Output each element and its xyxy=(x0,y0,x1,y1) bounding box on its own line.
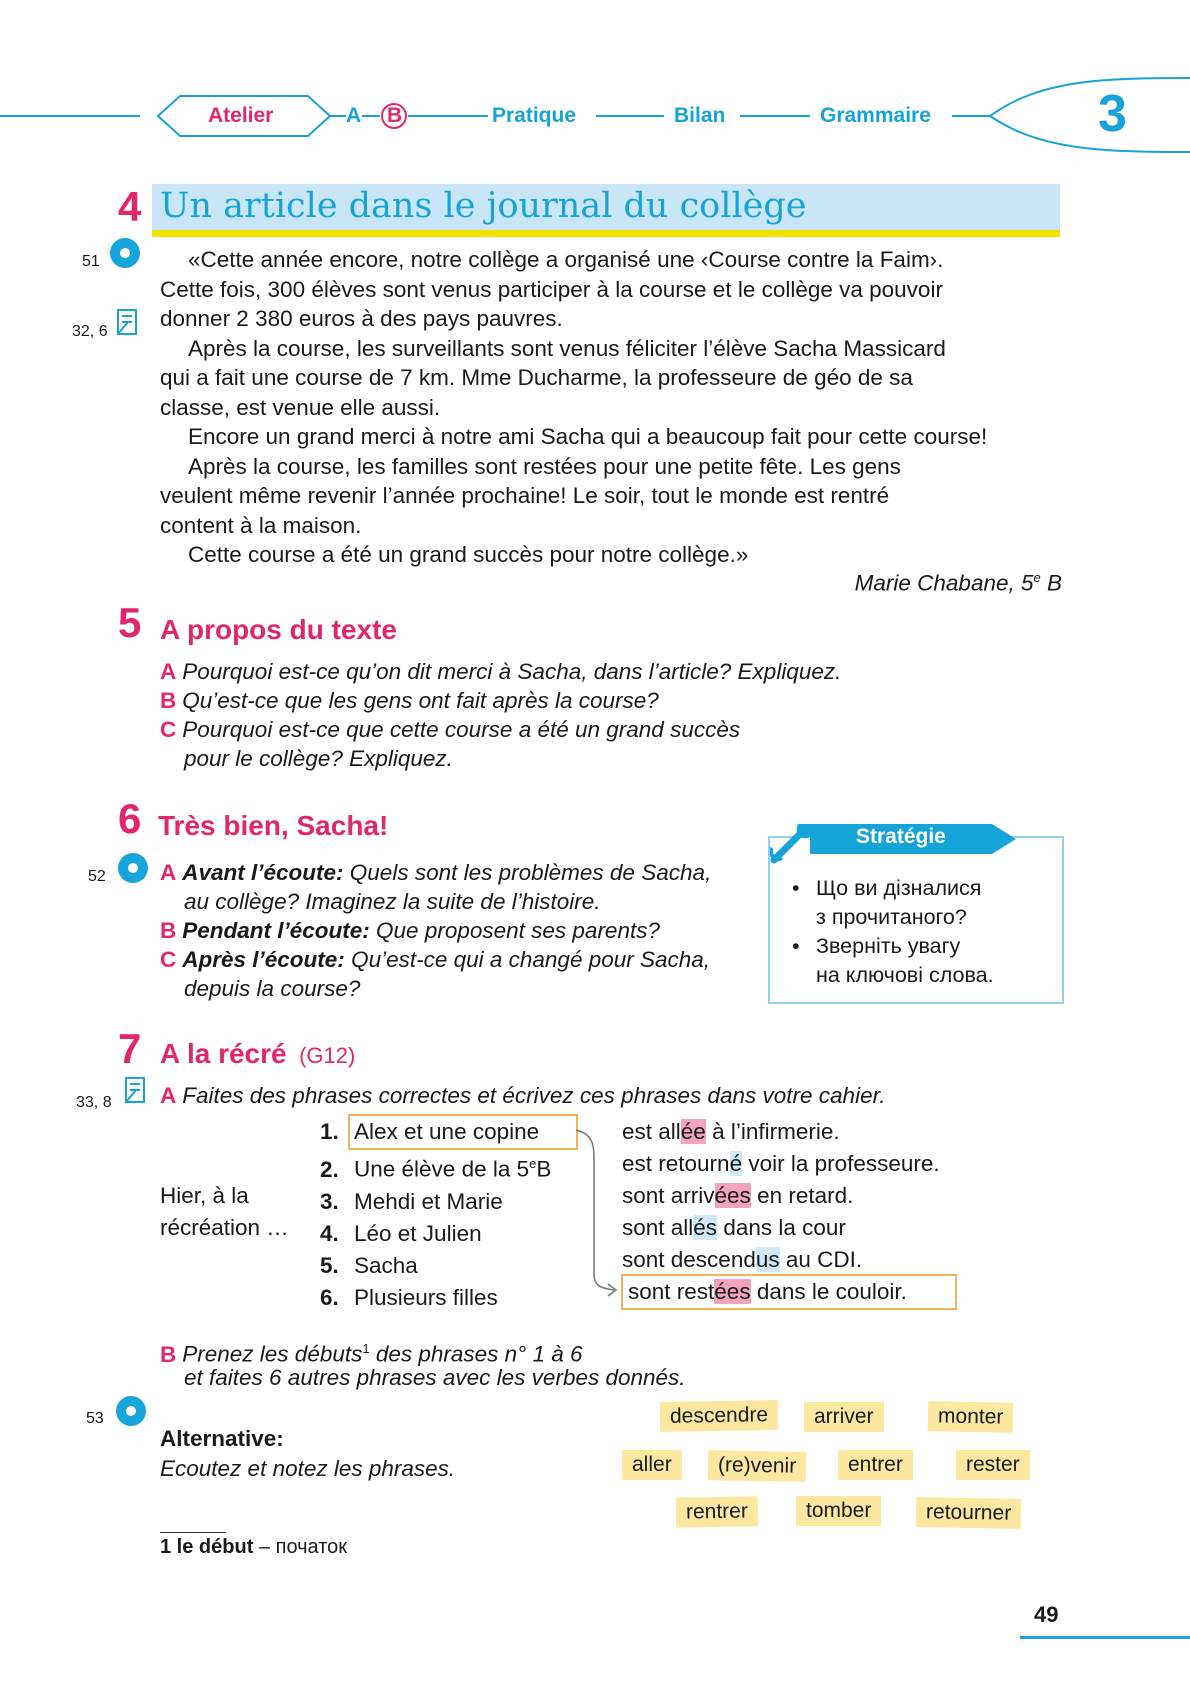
article-line: veulent même revenir l’année prochaine! Le soir, tout le monde est rentré xyxy=(160,483,890,508)
verb-tag: aller xyxy=(622,1450,682,1480)
example-box-verb xyxy=(621,1274,957,1310)
wrench-icon xyxy=(770,818,826,864)
section-4-title: Un article dans le journal du collège xyxy=(160,186,807,226)
alternative-text: Ecoutez et notez les phrases. xyxy=(160,1456,456,1481)
workbook-icon xyxy=(116,308,138,336)
verb-item: sont allés dans la cour xyxy=(622,1215,846,1240)
section-4-number: 4 xyxy=(118,183,142,230)
verb-tag: descendre xyxy=(660,1400,779,1432)
workbook-ref: 33, 8 xyxy=(76,1094,112,1111)
audio-track-51: 51 xyxy=(82,253,100,270)
question-5a: A Pourquoi est-ce qu’on dit merci à Sacha, dans l’article? Expliquez. xyxy=(160,659,842,684)
strategy-title: Stratégie xyxy=(856,825,946,848)
example-box-subject xyxy=(348,1114,578,1150)
verb-tag: entrer xyxy=(838,1450,913,1480)
nav-atelier[interactable]: Atelier xyxy=(208,104,274,127)
section-7-title: A la récré (G12) xyxy=(160,1038,356,1069)
verb-tag: monter xyxy=(928,1401,1014,1432)
subject-item: 6. Plusieurs filles xyxy=(320,1284,498,1310)
footnote-rule xyxy=(160,1532,226,1533)
section-7-number: 7 xyxy=(118,1025,142,1072)
audio-track-53: 53 xyxy=(86,1410,104,1427)
verb-tag: (re)venir xyxy=(708,1450,807,1482)
verb-item: sont descendus au CDI. xyxy=(622,1247,863,1272)
nav-decoration xyxy=(0,70,1190,160)
verb-item: sont restées dans le couloir. xyxy=(628,1279,907,1304)
verb-item: sont arrivées en retard. xyxy=(622,1183,854,1208)
nav-grammaire[interactable]: Grammaire xyxy=(820,104,931,127)
subject-item: 1. Alex et une copine xyxy=(320,1119,540,1144)
article-line: «Cette année encore, notre collège a organisé une ‹Course contre la Faim›. xyxy=(188,247,944,272)
nav-pratique[interactable]: Pratique xyxy=(492,104,577,127)
verb-item: est retourné voir la professeure. xyxy=(622,1151,940,1176)
verb-tag: tomber xyxy=(796,1496,881,1526)
alternative-title: Alternative: xyxy=(160,1426,284,1451)
verb-tag: rester xyxy=(956,1450,1030,1480)
exercise-7b-cont: et faites 6 autres phrases avec les verbes donnés. xyxy=(184,1365,686,1390)
connector-arrow xyxy=(570,1124,630,1298)
article-line: Cette fois, 300 élèves sont venus participer à la course et le collège va pouvoir xyxy=(160,276,943,302)
section-5-number: 5 xyxy=(118,599,142,646)
verb-tag: arriver xyxy=(804,1402,884,1432)
question-5b: B Qu’est-ce que les gens ont fait après la course? xyxy=(160,688,659,713)
section-5-title: A propos du texte xyxy=(160,614,397,645)
subject-item: 4. Léo et Julien xyxy=(320,1220,482,1246)
subject-item: 3. Mehdi et Marie xyxy=(320,1188,503,1214)
footnote: 1 le début – початок xyxy=(160,1536,348,1558)
subject-item: 5. Sacha xyxy=(320,1252,418,1278)
article-line: classe, est venue elle aussi. xyxy=(160,394,441,420)
question-6a-cont: au collège? Imaginez la suite de l’histoire. xyxy=(184,889,601,914)
sentence-lead: Hier, à la récréation … xyxy=(160,1183,289,1240)
nav-b[interactable]: B xyxy=(387,104,403,127)
page-rule xyxy=(1020,1636,1190,1639)
chapter-number: 3 xyxy=(1098,85,1127,143)
article-line: qui a fait une course de 7 km. Mme Ducharme, la professeure de géo de sa xyxy=(160,365,913,390)
nav-bilan[interactable]: Bilan xyxy=(674,104,726,127)
article-line: Après la course, les surveillants sont venus féliciter l’élève Sacha Massicard xyxy=(188,335,946,361)
workbook-ref: 32, 6 xyxy=(72,323,108,340)
exercise-7b-instruction: B Prenez les débuts$^1$ des phrases n° 1 à 6 xyxy=(160,1341,583,1367)
audio-cd-icon[interactable] xyxy=(118,853,148,883)
exercise-7a-instruction: A Faites des phrases correctes et écrivez ces phrases dans votre cahier. xyxy=(160,1083,886,1108)
article-line: Après la course, les familles sont restées pour une petite fête. Les gens xyxy=(188,453,901,479)
workbook-icon xyxy=(124,1076,146,1104)
section-6-title: Très bien, Sacha! xyxy=(158,810,389,841)
question-5c-cont: pour le collège? Expliquez. xyxy=(184,746,453,771)
article-line: Cette course a été un grand succès pour notre collège.» xyxy=(188,542,749,567)
verb-item: est allée à l’infirmerie. xyxy=(622,1119,840,1144)
audio-cd-icon[interactable] xyxy=(110,238,140,268)
audio-cd-icon[interactable] xyxy=(116,1396,146,1426)
article-line: donner 2 380 euros à des pays pauvres. xyxy=(160,306,563,331)
question-6a: A Avant l’écoute: Quels sont les problèmes de Sacha, xyxy=(160,860,712,885)
strategy-bullets: • Що ви дізналися з прочитаного? • Зверніть увагу на ключові слова. xyxy=(792,876,994,987)
article-author: Marie Chabane, 5e B xyxy=(854,570,1062,596)
audio-track-52: 52 xyxy=(88,868,106,885)
nav-a[interactable]: A xyxy=(346,104,362,127)
question-6b: B Pendant l’écoute: Que proposent ses parents? xyxy=(160,918,660,943)
question-6c: C Après l’écoute: Qu’est-ce qui a changé pour Sacha, xyxy=(160,947,711,972)
question-5c: C Pourquoi est-ce que cette course a été un grand succès xyxy=(160,717,741,742)
title-underline xyxy=(152,230,1060,237)
question-6c-cont: depuis la course? xyxy=(184,976,361,1001)
page-number: 49 xyxy=(1034,1602,1059,1627)
article-line: Encore un grand merci à notre ami Sacha qui a beaucoup fait pour cette course! xyxy=(188,424,988,449)
article-line: content à la maison. xyxy=(160,512,362,538)
subject-item: 2. Une élève de la 5eB xyxy=(320,1156,552,1182)
verb-tag: retourner xyxy=(916,1497,1022,1529)
verb-tag: rentrer xyxy=(676,1496,758,1527)
section-6-number: 6 xyxy=(118,795,142,842)
